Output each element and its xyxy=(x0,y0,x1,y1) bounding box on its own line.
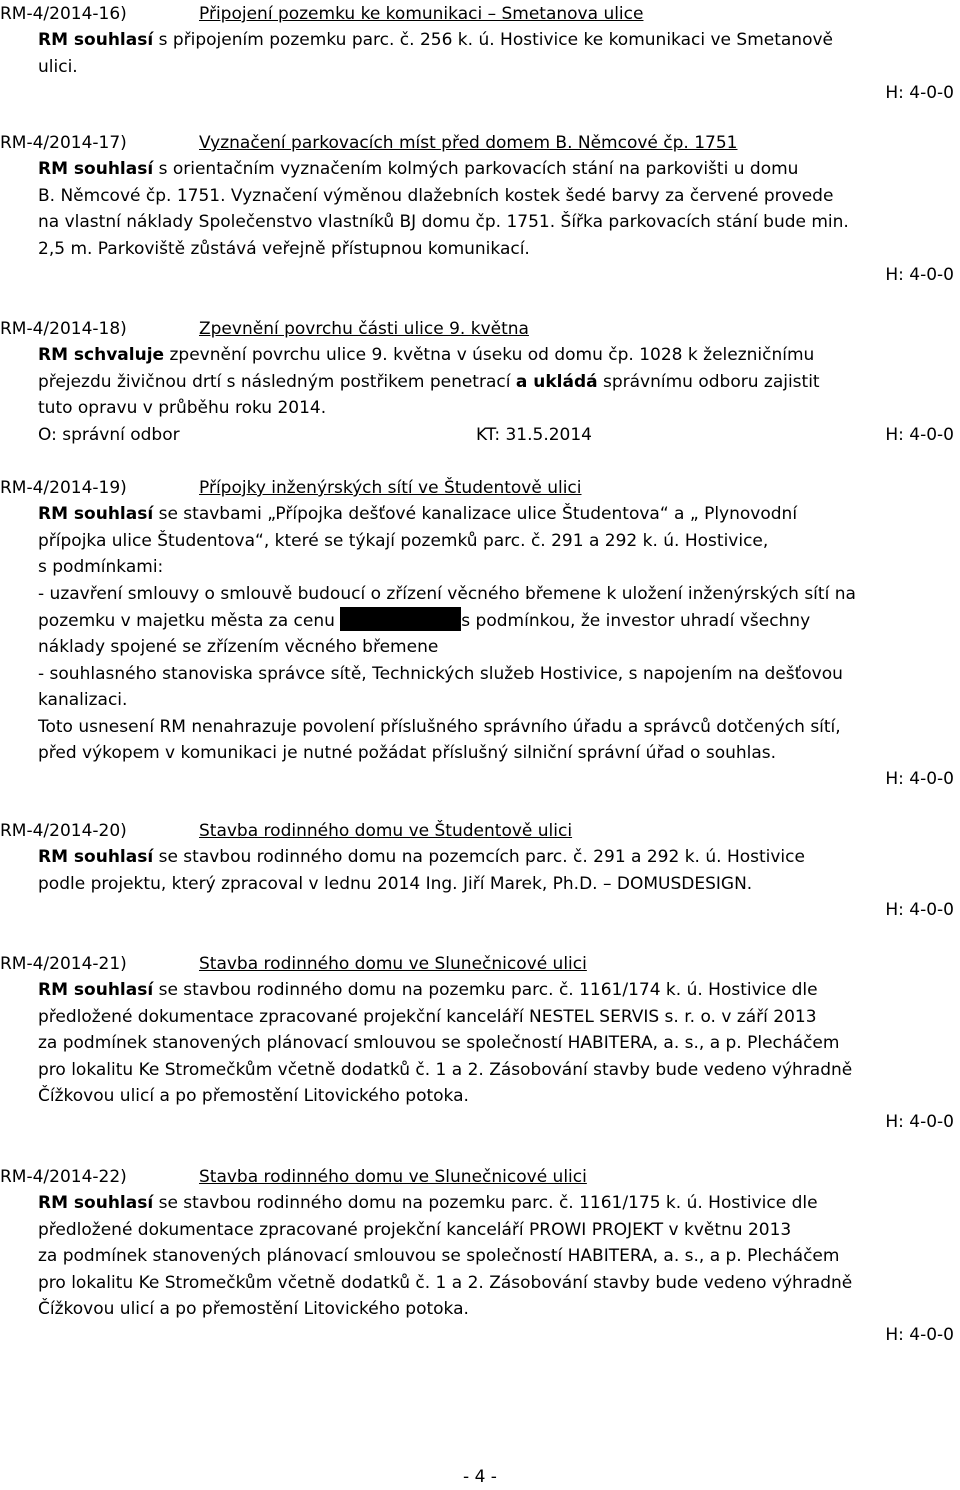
bold-phrase: RM souhlasí xyxy=(38,847,154,868)
text-line xyxy=(38,183,960,209)
vote-result: H: 4-0-0 xyxy=(885,769,954,790)
resolution-19 xyxy=(0,475,960,793)
text-run: - uzavření smlouvy o smlouvě budoucí o zřízení věcného břemene k uložení inženýrských sítí na xyxy=(38,583,856,604)
text-run: Toto usnesení RM nenahrazuje povolení příslušného správního úřadu a správců dotčených sítí, xyxy=(38,716,841,737)
text-run: 2,5 m. Parkoviště zůstává veřejně přístupnou komunikací. xyxy=(38,238,530,259)
text-line xyxy=(38,501,960,527)
text-line xyxy=(38,236,960,262)
resolution-subject: Stavba rodinného domu ve Slunečnicové ulici xyxy=(199,954,587,974)
bold-phrase: RM souhlasí xyxy=(38,980,154,1001)
text-line xyxy=(38,342,960,368)
text-run: přípojka ulice Študentova“, které se týkají pozemků parc. č. 291 a 292 k. ú. Hostivice, xyxy=(38,530,769,551)
resolution-header xyxy=(0,316,960,342)
text-line xyxy=(38,554,960,580)
vote-result: H: 4-0-0 xyxy=(885,900,954,921)
text-run: pro lokalitu Ke Stromečkům včetně dodatků č. 1 a 2. Zásobování stavby bude vedeno výhradně xyxy=(38,1059,853,1080)
resolution-text xyxy=(0,977,960,1109)
text-run: tuto opravu v průběhu roku 2014. xyxy=(38,398,327,419)
resolution-20 xyxy=(0,818,960,924)
resolution-21 xyxy=(0,951,960,1136)
text-run: kanalizaci. xyxy=(38,690,128,711)
text-line xyxy=(38,1243,960,1269)
text-run: s připojením pozemku parc. č. 256 k. ú. Hostivice ke komunikaci ve Smetanově xyxy=(153,30,833,51)
bold-phrase: RM souhlasí xyxy=(38,1193,154,1214)
resolution-header xyxy=(0,1164,960,1190)
text-run: s orientačním vyznačením kolmých parkovacích stání na parkovišti u domu xyxy=(153,159,799,180)
text-run: s podmínkami: xyxy=(38,557,164,578)
text-line xyxy=(38,395,960,421)
text-line xyxy=(38,528,960,554)
text-run: zpevnění povrchu ulice 9. května v úseku od domu čp. 1028 k železničnímu xyxy=(164,345,815,366)
resolution-22 xyxy=(0,1164,960,1349)
text-run: podle projektu, který zpracoval v lednu 2014 Ing. Jiří Marek, Ph.D. – DOMUSDESIGN. xyxy=(38,873,753,894)
text-line xyxy=(38,27,960,53)
bold-phrase: RM souhlasí xyxy=(38,30,154,51)
text-run: na vlastní náklady Společenstvo vlastníků BJ domu čp. 1751. Šířka parkovacích stání bude min. xyxy=(38,212,849,233)
text-line xyxy=(38,687,960,713)
resolution-text xyxy=(0,27,960,80)
resolution-code: RM-4/2014-18) xyxy=(0,319,127,339)
text-line xyxy=(38,1083,960,1109)
text-run: předložené dokumentace zpracované projekční kanceláří NESTEL SERVIS s. r. o. v září 2013 xyxy=(38,1006,817,1027)
text-line xyxy=(38,634,960,660)
vote-result: H: 4-0-0 xyxy=(885,265,954,286)
text-run: za podmínek stanovených plánovací smlouvou se společností HABITERA, a. s., a p. Plecháčem xyxy=(38,1033,840,1054)
resolution-code: RM-4/2014-17) xyxy=(0,133,127,153)
text-run: - souhlasného stanoviska správce sítě, Technických služeb Hostivice, s napojením na dešťovou xyxy=(38,663,843,684)
text-run: Čížkovou ulicí a po přemostění Litovického potoka. xyxy=(38,1299,469,1320)
vote-result: H: 4-0-0 xyxy=(885,1112,954,1133)
resolution-16 xyxy=(0,1,960,107)
text-line xyxy=(38,607,960,634)
resolution-header xyxy=(0,951,960,977)
text-run: se stavbami „Přípojka dešťové kanalizace ulice Študentova“ a „ Plynovodní xyxy=(153,504,798,525)
resolution-text xyxy=(0,844,960,897)
resolution-code: RM-4/2014-22) xyxy=(0,1167,127,1187)
text-run: za podmínek stanovených plánovací smlouvou se společností HABITERA, a. s., a p. Plecháčem xyxy=(38,1246,840,1267)
text-line xyxy=(38,1004,960,1030)
page-number: - 4 - xyxy=(463,1467,497,1487)
text-line xyxy=(38,714,960,740)
bold-phrase: RM souhlasí xyxy=(38,159,154,180)
resolution-subject: Zpevnění povrchu části ulice 9. května xyxy=(199,319,529,339)
text-run: před výkopem v komunikaci je nutné požádat příslušný silniční správní úřad o souhlas. xyxy=(38,743,777,764)
resolution-17 xyxy=(0,130,960,288)
text-run: s podmínkou, že investor uhradí všechny xyxy=(461,611,811,632)
text-line xyxy=(38,977,960,1003)
text-run: se stavbou rodinného domu na pozemcích parc. č. 291 a 292 k. ú. Hostivice xyxy=(153,847,805,868)
resolution-subject: Stavba rodinného domu ve Študentově ulici xyxy=(199,821,573,841)
text-run: se stavbou rodinného domu na pozemku parc. č. 1161/175 k. ú. Hostivice dle xyxy=(153,1193,818,1214)
text-line xyxy=(38,54,960,80)
text-line xyxy=(38,844,960,870)
resolution-text xyxy=(0,156,960,262)
text-line xyxy=(38,1296,960,1322)
text-line xyxy=(38,1270,960,1296)
resolution-code: RM-4/2014-19) xyxy=(0,478,127,498)
deadline: KT: 31.5.2014 xyxy=(476,424,592,445)
text-line xyxy=(38,1217,960,1243)
text-run: pozemku v majetku města za cenu xyxy=(38,611,341,632)
bold-phrase: RM schvaluje xyxy=(38,345,165,366)
resolution-subject: Stavba rodinného domu ve Slunečnicové ulici xyxy=(199,1167,587,1187)
text-line xyxy=(38,209,960,235)
bold-phrase: RM souhlasí xyxy=(38,504,154,525)
resolution-text xyxy=(0,1190,960,1322)
redaction-block xyxy=(340,607,461,631)
text-run: Čížkovou ulicí a po přemostění Litovického potoka. xyxy=(38,1086,469,1107)
resolution-header xyxy=(0,1,960,27)
resolution-subject: Přípojky inženýrských sítí ve Študentově ulici xyxy=(199,478,582,498)
text-run: B. Němcové čp. 1751. Vyznačení výměnou dlažebních kostek šedé barvy za červené provede xyxy=(38,185,834,206)
resolution-header xyxy=(0,475,960,501)
text-line xyxy=(38,1057,960,1083)
resolution-header xyxy=(0,818,960,844)
text-line xyxy=(38,871,960,897)
text-line xyxy=(38,1190,960,1216)
vote-result: H: 4-0-0 xyxy=(885,1325,954,1346)
text-run: se stavbou rodinného domu na pozemku parc. č. 1161/174 k. ú. Hostivice dle xyxy=(153,980,818,1001)
resolution-text xyxy=(0,501,960,766)
text-line xyxy=(38,1030,960,1056)
resolution-code: RM-4/2014-21) xyxy=(0,954,127,974)
resolution-subject: Vyznačení parkovacích míst před domem B. Němcové čp. 1751 xyxy=(199,133,738,153)
vote-result: H: 4-0-0 xyxy=(885,83,954,104)
text-line xyxy=(38,369,960,395)
vote-result: H: 4-0-0 xyxy=(885,424,954,445)
bold-phrase: a ukládá xyxy=(515,371,598,392)
text-line xyxy=(38,581,960,607)
responsible-party: O: správní odbor xyxy=(38,424,180,445)
text-run: správnímu odboru zajistit xyxy=(597,371,820,392)
resolution-text xyxy=(0,342,960,421)
resolution-18 xyxy=(0,316,960,448)
text-run: pro lokalitu Ke Stromečkům včetně dodatků č. 1 a 2. Zásobování stavby bude vedeno výhradně xyxy=(38,1272,853,1293)
resolution-code: RM-4/2014-16) xyxy=(0,4,127,24)
text-run: předložené dokumentace zpracované projekční kanceláří PROWI PROJEKT v květnu 2013 xyxy=(38,1219,792,1240)
resolution-subject: Připojení pozemku ke komunikaci – Smetanova ulice xyxy=(199,4,644,24)
text-line xyxy=(38,156,960,182)
resolution-header xyxy=(0,130,960,156)
text-run: ulici. xyxy=(38,56,78,77)
responsibility-row xyxy=(0,422,960,448)
text-line xyxy=(38,661,960,687)
text-run: přejezdu živičnou drtí s následným postřikem penetrací xyxy=(38,371,516,392)
resolution-code: RM-4/2014-20) xyxy=(0,821,127,841)
text-run: náklady spojené se zřízením věcného břemene xyxy=(38,637,439,658)
text-line xyxy=(38,740,960,766)
